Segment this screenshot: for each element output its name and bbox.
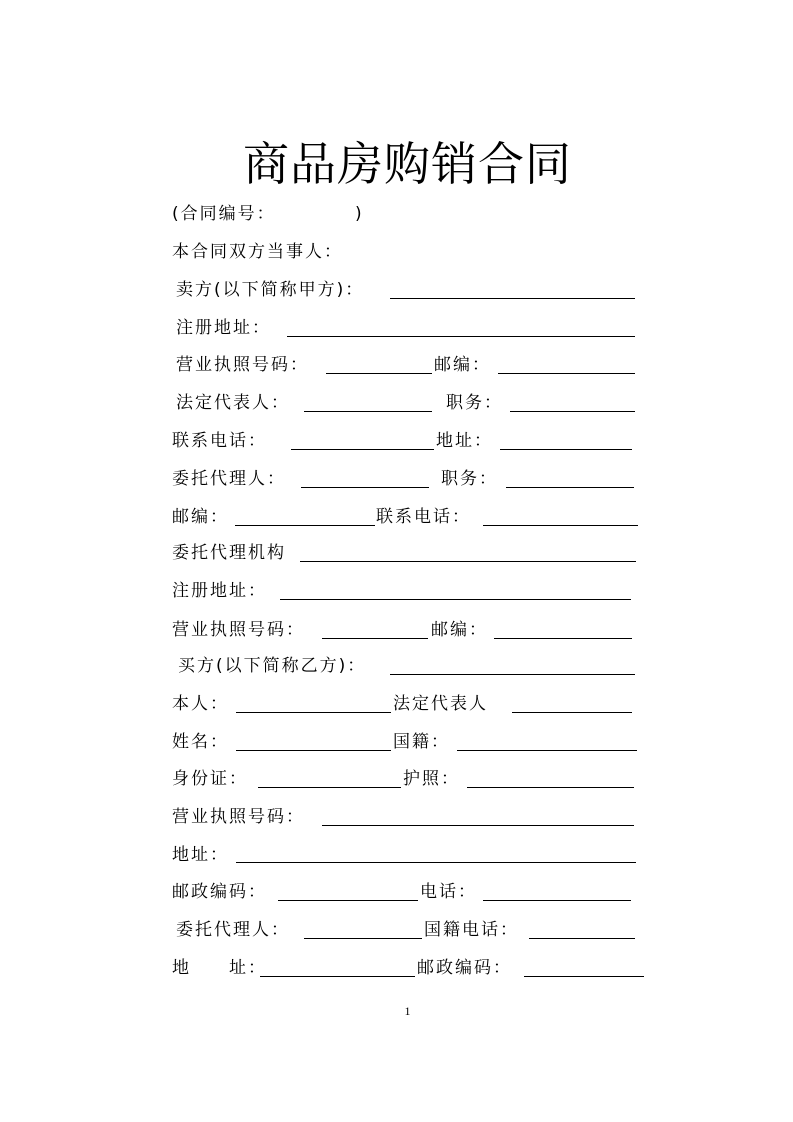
address-label: 地址： (436, 431, 493, 451)
agency-reg-address-label: 注册地址： (172, 581, 267, 601)
agent-position-label: 职务： (441, 469, 498, 489)
phone-label: 联系电话： (172, 431, 267, 451)
postcode-label: 邮编： (434, 355, 491, 375)
final-address-label: 地 址： (172, 958, 267, 978)
postcode-field-line[interactable] (498, 373, 635, 374)
seller-label: 卖方(以下简称甲方)： (176, 280, 365, 300)
legal-rep-field-line[interactable] (304, 411, 432, 412)
buyer-address-label: 地址： (172, 845, 229, 865)
id-label: 身份证： (172, 769, 248, 789)
agent-postcode-label: 邮编： (172, 507, 229, 527)
position-label: 职务： (446, 393, 503, 413)
reg-address-label: 注册地址： (176, 318, 271, 338)
agent-phone-label: 联系电话： (376, 507, 471, 527)
reg-address-field-line[interactable] (287, 336, 635, 337)
license-label: 营业执照号码： (176, 355, 309, 375)
agent-postcode-field-line[interactable] (235, 525, 375, 526)
seller-field-line[interactable] (390, 298, 635, 299)
phone-field-line[interactable] (291, 449, 434, 450)
parties-intro: 本合同双方当事人： (172, 242, 343, 262)
final-address-field-line[interactable] (260, 976, 415, 977)
name-label: 姓名： (172, 732, 229, 752)
postal-code-field-line[interactable] (278, 900, 418, 901)
page-number: 1 (404, 1004, 411, 1018)
agency-reg-address-field-line[interactable] (280, 599, 631, 600)
address-field-line[interactable] (500, 449, 632, 450)
nationality-phone-field-line[interactable] (529, 938, 635, 939)
agency-label: 委托代理机构 (172, 543, 286, 563)
passport-label: 护照： (403, 769, 460, 789)
buyer-agent-label: 委托代理人： (176, 920, 290, 940)
tel-field-line[interactable] (483, 900, 631, 901)
agent-field-line[interactable] (301, 487, 429, 488)
agent-label: 委托代理人： (172, 469, 286, 489)
buyer-license-label: 营业执照号码： (172, 807, 305, 827)
agency-postcode-label: 邮编： (431, 620, 488, 640)
id-field-line[interactable] (258, 787, 401, 788)
legal-rep-label: 法定代表人： (176, 393, 290, 413)
contract-number-close: ) (355, 204, 364, 224)
buyer-legal-rep-field-line[interactable] (512, 712, 632, 713)
position-field-line[interactable] (510, 411, 635, 412)
contract-number-label: (合同编号： (172, 204, 276, 224)
buyer-label: 买方(以下简称乙方)： (178, 656, 367, 676)
final-postal-field-line[interactable] (524, 976, 644, 977)
buyer-field-line[interactable] (390, 674, 635, 675)
agent-phone-field-line[interactable] (483, 525, 638, 526)
buyer-license-field-line[interactable] (322, 825, 634, 826)
self-label: 本人： (172, 694, 229, 714)
document-title: 商品房购销合同 (243, 137, 572, 191)
contract-number-row (172, 201, 276, 227)
nationality-field-line[interactable] (457, 750, 637, 751)
nationality-phone-label: 国籍电话： (424, 920, 519, 940)
agency-license-field-line[interactable] (322, 638, 428, 639)
agent-position-field-line[interactable] (506, 487, 634, 488)
tel-label: 电话： (420, 882, 477, 902)
buyer-address-field-line[interactable] (236, 862, 586, 863)
agency-license-label: 营业执照号码： (172, 620, 305, 640)
postal-code-label: 邮政编码： (172, 882, 267, 902)
name-field-line[interactable] (236, 750, 391, 751)
buyer-address-field-line-tail (586, 862, 636, 863)
license-field-line[interactable] (326, 373, 432, 374)
agency-postcode-field-line[interactable] (494, 638, 632, 639)
passport-field-line[interactable] (467, 787, 634, 788)
nationality-label: 国籍： (393, 732, 450, 752)
self-field-line[interactable] (236, 712, 391, 713)
buyer-legal-rep-label: 法定代表人 (393, 694, 488, 714)
agency-field-line[interactable] (300, 561, 636, 562)
buyer-agent-field-line[interactable] (304, 938, 422, 939)
final-postal-label: 邮政编码： (417, 958, 512, 978)
